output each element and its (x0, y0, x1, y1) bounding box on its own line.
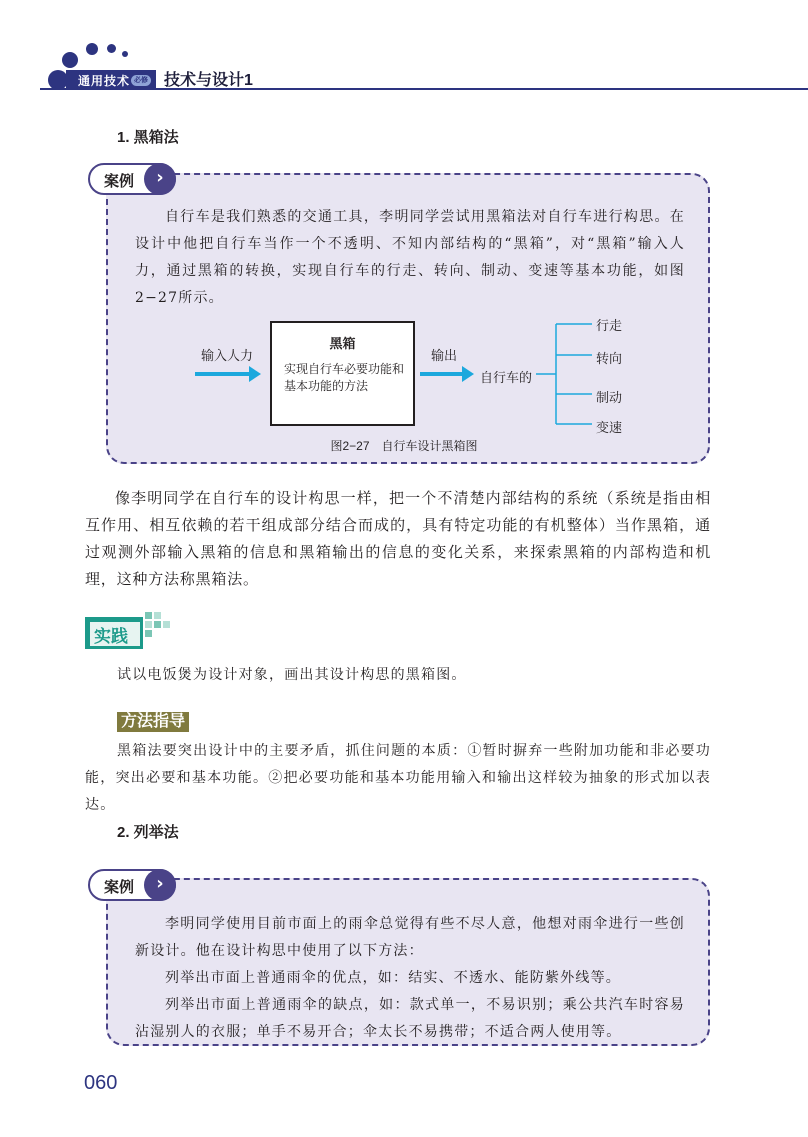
decor-square (145, 621, 152, 628)
header-dot-small (122, 51, 128, 57)
branch-brake: 制动 (596, 390, 623, 405)
required-badge: 必修 (131, 75, 151, 86)
decor-square (163, 621, 170, 628)
book-title: 技术与设计1 (164, 72, 253, 89)
case-text: 自行车是我们熟悉的交通工具，李明同学尝试用黑箱法对自行车进行构思。在设计中他把自行车当作一个不透明、不知内部结构的“黑箱”，对“黑箱”输入人力，通过黑箱的转换，实现自行车的行走、转向、制动、变速等基本功能，如图2−27所示。 (135, 209, 685, 306)
input-arrow (195, 372, 249, 376)
decor-square (145, 612, 152, 619)
section-heading-black-box: 1. 黑箱法 (117, 129, 179, 146)
case2-paragraph-2: 列举出市面上普通雨伞的优点，如：结实、不透水、能防紫外线等。 (165, 970, 621, 986)
decor-square (154, 612, 161, 619)
section-heading-enumeration: 2. 列举法 (117, 824, 179, 841)
practice-text: 试以电饭煲为设计对象，画出其设计构思的黑箱图。 (117, 667, 467, 683)
branch-steer: 转向 (596, 351, 623, 366)
page-number: 060 (84, 1072, 118, 1094)
branch-lines (530, 315, 600, 430)
branch-shift: 变速 (596, 420, 623, 435)
case-tab-label: 案例 (104, 879, 135, 896)
decor-square (154, 621, 161, 628)
chevron-right-icon: › (144, 163, 176, 195)
case2-paragraph-1: 李明同学使用目前市面上的雨伞总觉得有些不尽人意，他想对雨伞进行一些创新设计。他在设计构思中使用了以下方法： (135, 916, 685, 959)
header-dot-large (48, 70, 68, 90)
header-dot (62, 52, 78, 68)
case-tab-label: 案例 (104, 173, 135, 190)
method-guide-label: 方法指导 (117, 712, 189, 732)
practice-label: 实践 (94, 627, 128, 646)
input-arrow-head (249, 366, 261, 382)
header-dot (86, 43, 98, 55)
decor-square (145, 630, 152, 637)
output-arrow (420, 372, 462, 376)
figure-caption: 图2−27 自行车设计黑箱图 (330, 439, 478, 453)
header-dot (107, 44, 116, 53)
input-label: 输入人力 (201, 348, 254, 363)
black-box (270, 321, 415, 426)
series-name: 通用技术 (78, 74, 131, 88)
branch-walk: 行走 (596, 318, 623, 333)
target-label: 自行车的 (480, 370, 533, 385)
output-label: 输出 (431, 348, 458, 363)
chevron-right-icon: › (144, 869, 176, 901)
output-arrow-head (462, 366, 474, 382)
case-tab (88, 163, 176, 195)
case-tab (88, 869, 176, 901)
method-guide-text: 黑箱法要突出设计中的主要矛盾，抓住问题的本质：①暂时摒弃一些附加功能和非必要功能，突出必要和基本功能。②把必要功能和基本功能用输入和输出这样较为抽象的形式加以表达。 (85, 743, 711, 813)
case2-paragraph-3: 列举出市面上普通雨伞的缺点，如：款式单一，不易识别；乘公共汽车时容易沾湿别人的衣服；单手不易开合；伞太长不易携带；不适合两人使用等。 (135, 997, 685, 1040)
black-box-title: 黑箱 (329, 336, 356, 351)
body-paragraph: 像李明同学在自行车的设计构思一样，把一个不清楚内部结构的系统（系统是指由相互作用、相互依赖的若干组成部分结合而成的，具有特定功能的有机整体）当作黑箱，通过观测外部输入黑箱的信息和黑箱输出的信息的变化关系，来探索黑箱的内部构造和机理，这种方法称黑箱法。 (85, 490, 711, 588)
black-box-description: 实现自行车必要功能和基本功能的方法 (284, 362, 405, 393)
